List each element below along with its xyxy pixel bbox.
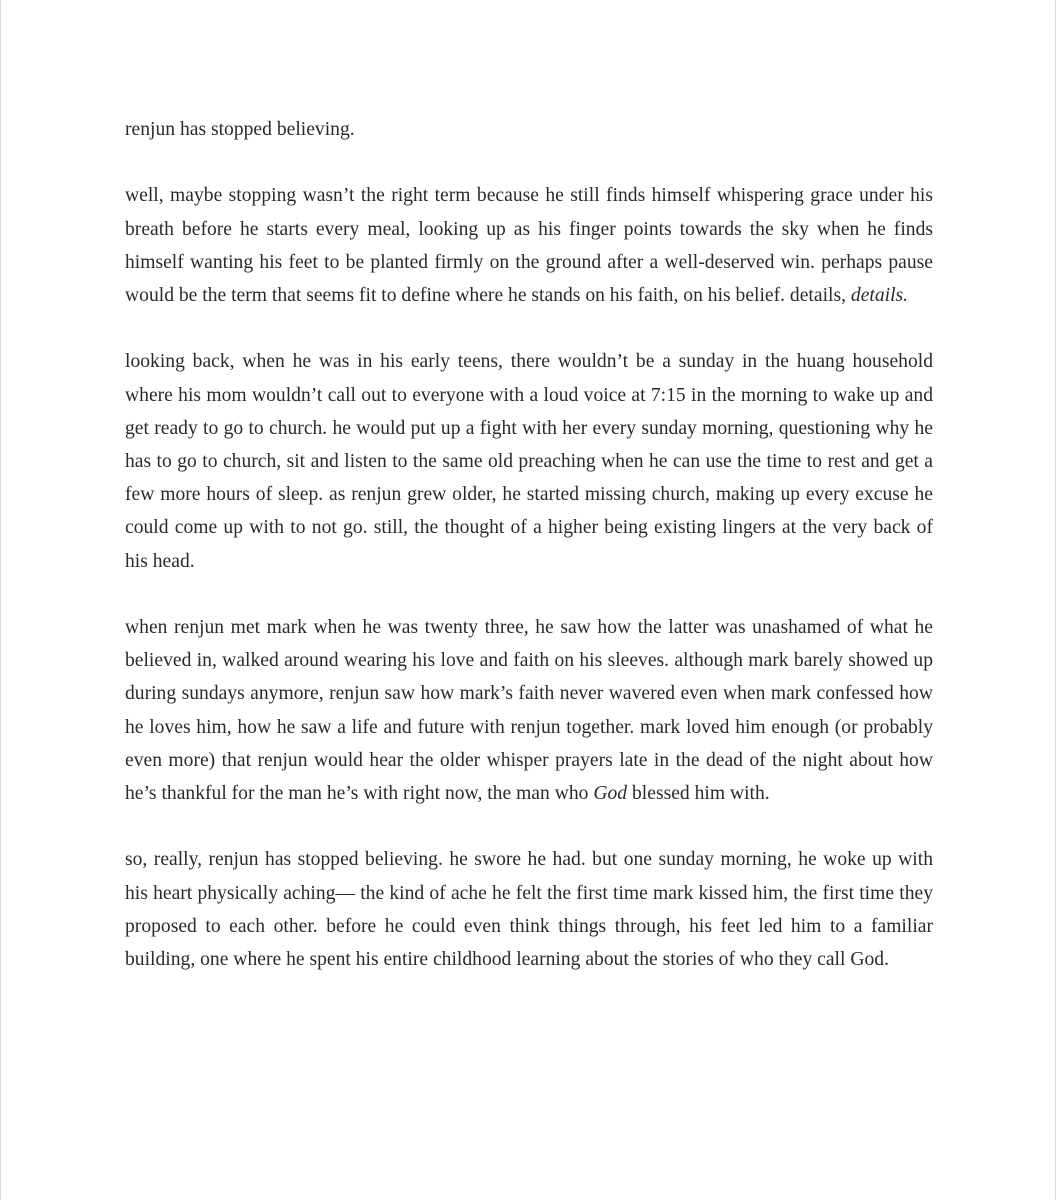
paragraph-2 — [125, 179, 933, 312]
paragraph-5-text: so, really, renjun has stopped believing. he swore he had. but one sunday morning, he woke up with his heart physically aching— the kind of ache he felt the first time mark kissed him, the first time they proposed to each other. before he could even think things through, his feet led him to a familiar building, one where he spent his entire childhood learning about the stories of who they call God. — [125, 849, 933, 971]
paragraph-1-text: renjun has stopped believing. — [125, 119, 355, 140]
paragraph-2-italic-text: details. — [850, 285, 909, 306]
paragraph-4 — [125, 611, 933, 810]
story-text — [125, 113, 933, 1009]
paragraph-3-text: looking back, when he was in his early teens, there wouldn’t be a sunday in the huang household where his mom wouldn’t call out to everyone with a loud voice at 7:15 in the morning to wake up and get ready to go to church. he would put up a fight with her every sunday morning, questioning why he has to go to church, sit and listen to the same old preaching when he can use the time to rest and get a few more hours of sleep. as renjun grew older, he started missing church, making up every excuse he could come up with to not go. still, the thought of a higher being existing lingers at the very back of his head. — [125, 351, 933, 572]
paragraph-5 — [125, 843, 933, 976]
paragraph-2-text: well, maybe stopping wasn’t the right term because he still finds himself whispering grace under his breath before he starts every meal, looking up as his finger points towards the sky when he finds himself wanting his feet to be planted firmly on the ground after a well-deserved win. perhaps pause would be the term that seems fit to define where he stands on his faith, on his belief. details, — [125, 185, 933, 306]
paragraph-3 — [125, 345, 933, 577]
paragraph-4-text-end: blessed him with. — [627, 783, 770, 805]
paragraph-4-italic-text: God — [593, 783, 628, 805]
paragraph-1 — [125, 113, 933, 146]
paragraph-4-text: when renjun met mark when he was twenty three, he saw how the latter was unashamed of what he believed in, walked around wearing his love and faith on his sleeves. although mark barely showed up during sundays anymore, renjun saw how mark’s faith never wavered even when mark confessed how he loves him, how he saw a life and future with renjun together. mark loved him enough (or probably even more) that renjun would hear the older whisper prayers late in the dead of the night about how he’s thankful for the man he’s with right now, the man who — [125, 617, 933, 805]
